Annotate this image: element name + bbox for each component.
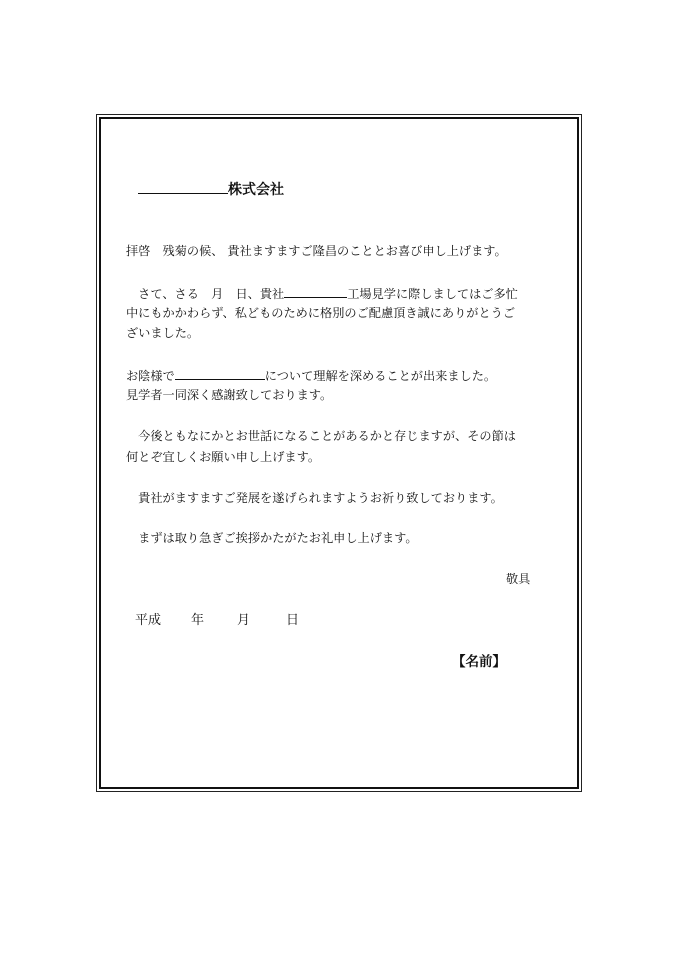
p2-text-b: 工場見学に際しましてはご多忙 — [347, 287, 518, 301]
paragraph-2-line-1 — [126, 284, 518, 302]
company-suffix: 株式会社 — [228, 182, 284, 198]
paragraph-4-line-2: 何とぞ宜しくお願い申し上げます。 — [126, 450, 321, 464]
paragraph-3-line-2: 見学者一同深く感謝致しております。 — [126, 388, 333, 402]
paragraph-6: まずは取り急ぎご挨拶かたがたお礼申し上げます。 — [126, 531, 418, 545]
topic-blank — [175, 366, 265, 380]
p3-text-a: お陰様で — [126, 369, 175, 383]
year-label: 年 — [191, 613, 205, 628]
paragraph-2-line-3: ざいました。 — [126, 326, 200, 340]
signature-name: 【名前】 — [452, 654, 506, 670]
company-name-blank — [138, 180, 228, 194]
era-label: 平成 — [135, 613, 162, 628]
p2-text-a: さて、さる 月 日、貴社 — [126, 287, 285, 301]
month-label: 月 — [237, 613, 251, 628]
paragraph-5: 貴社がますますご発展を遂げられますようお祈り致しております。 — [126, 491, 503, 505]
factory-name-blank — [284, 284, 347, 298]
p3-text-b: について理解を深めることが出来ました。 — [264, 369, 497, 383]
recipient-company — [138, 180, 284, 199]
paragraph-3-line-1 — [126, 366, 496, 384]
closing-keigu: 敬具 — [506, 572, 531, 586]
day-label: 日 — [286, 613, 300, 628]
greeting-line: 拝啓 残菊の候、 貴社ますますご隆昌のこととお喜び申し上げます。 — [126, 244, 507, 258]
paragraph-2-line-2: 中にもかかわらず、私どものために格別のご配慮頂き誠にありがとうご — [126, 306, 516, 320]
paragraph-4-line-1: 今後ともなにかとお世話になることがあるかと存じますが、その節は — [126, 429, 516, 443]
date-line — [135, 612, 299, 629]
